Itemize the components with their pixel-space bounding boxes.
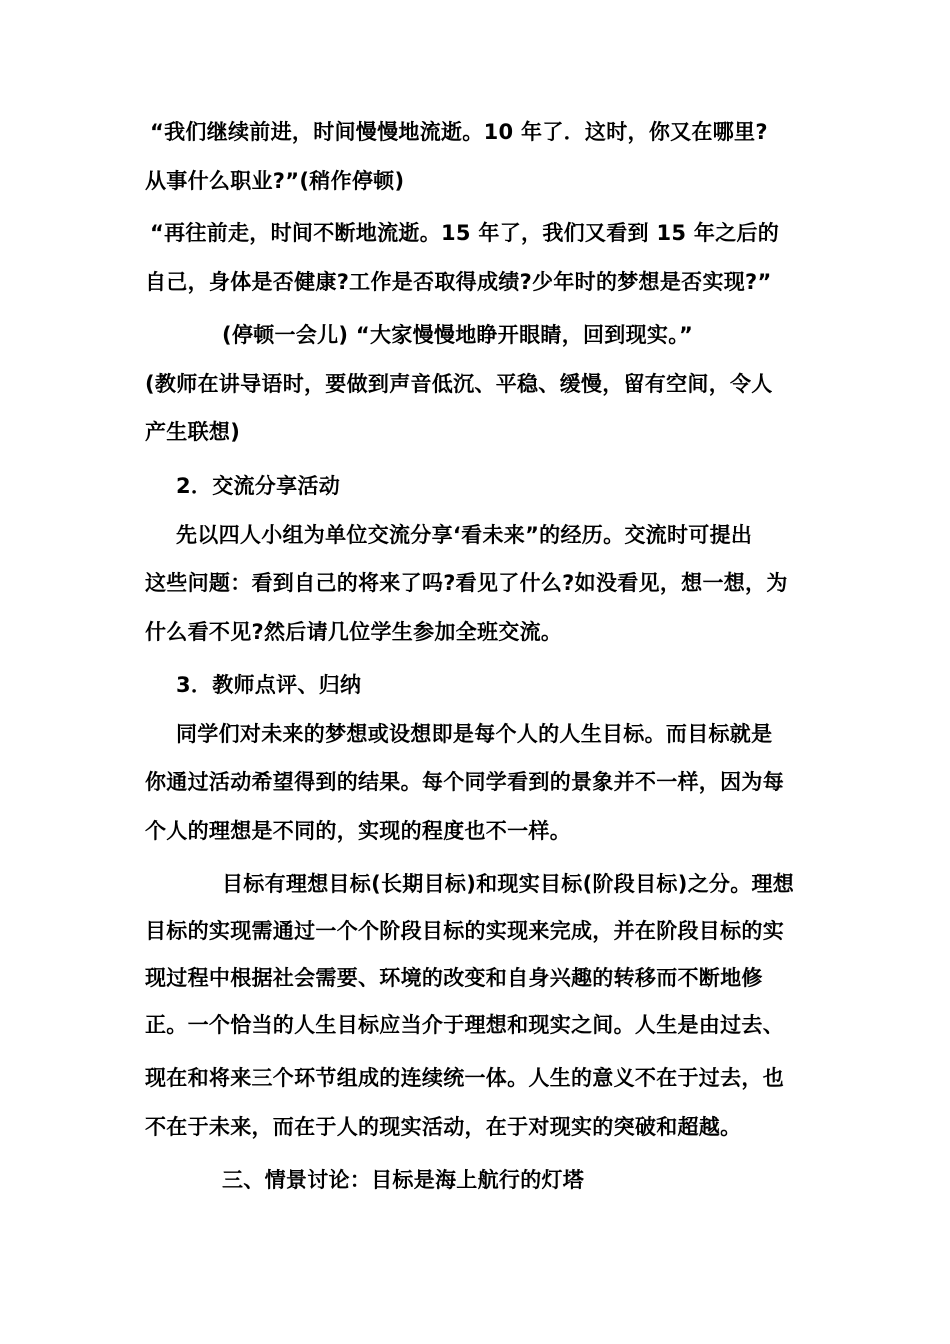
text-line: (教师在讲导语时，要做到声音低沉、平稳、缓慢，留有空间，令人: [145, 372, 773, 396]
text-line: 个人的理想是不同的，实现的程度也不一样。: [145, 819, 571, 843]
text-line: 什么看不见?然后请几位学生参加全班交流。: [145, 620, 563, 644]
text-line: (停顿一会儿) “大家慢慢地睁开眼睛，回到现实。”: [222, 323, 694, 347]
text-line: 你通过活动希望得到的结果。每个同学看到的景象并不一样，因为每: [145, 770, 784, 794]
text-line: 从事什么职业?”(稍作停顿): [145, 169, 405, 193]
text-line: “我们继续前进，时间慢慢地流逝。10 年了．这时，你又在哪里?: [150, 120, 768, 144]
text-line: 同学们对未来的梦想或设想即是每个人的人生目标。而目标就是: [176, 722, 773, 746]
text-line: “再往前走，时间不断地流逝。15 年了，我们又看到 15 年之后的: [150, 221, 780, 245]
section-heading: 三、情景讨论：目标是海上航行的灯塔: [222, 1168, 585, 1192]
text-line: 自己，身体是否健康?工作是否取得成绩?少年时的梦想是否实现?”: [145, 270, 772, 294]
text-line: 先以四人小组为单位交流分享‘看未来”的经历。交流时可提出: [176, 523, 753, 547]
section-heading: 3．教师点评、归纳: [176, 673, 362, 697]
text-line: 这些问题：看到自己的将来了吗?看见了什么?如没看见，想一想，为: [145, 571, 788, 595]
text-line: 现过程中根据社会需要、环境的改变和自身兴趣的转移而不断地修: [145, 966, 763, 990]
text-line: 产生联想): [145, 420, 241, 444]
text-line: 目标有理想目标(长期目标)和现实目标(阶段目标)之分。理想: [222, 872, 795, 896]
text-line: 正。一个恰当的人生目标应当介于理想和现实之间。人生是由过去、: [145, 1013, 784, 1037]
section-heading: 2．交流分享活动: [176, 474, 341, 498]
text-line: 目标的实现需通过一个个阶段目标的实现来完成，并在阶段目标的实: [145, 919, 784, 943]
text-line: 现在和将来三个环节组成的连续统一体。人生的意义不在于过去，也: [145, 1066, 784, 1090]
text-line: 不在于未来，而在于人的现实活动，在于对现实的突破和超越。: [145, 1115, 742, 1139]
